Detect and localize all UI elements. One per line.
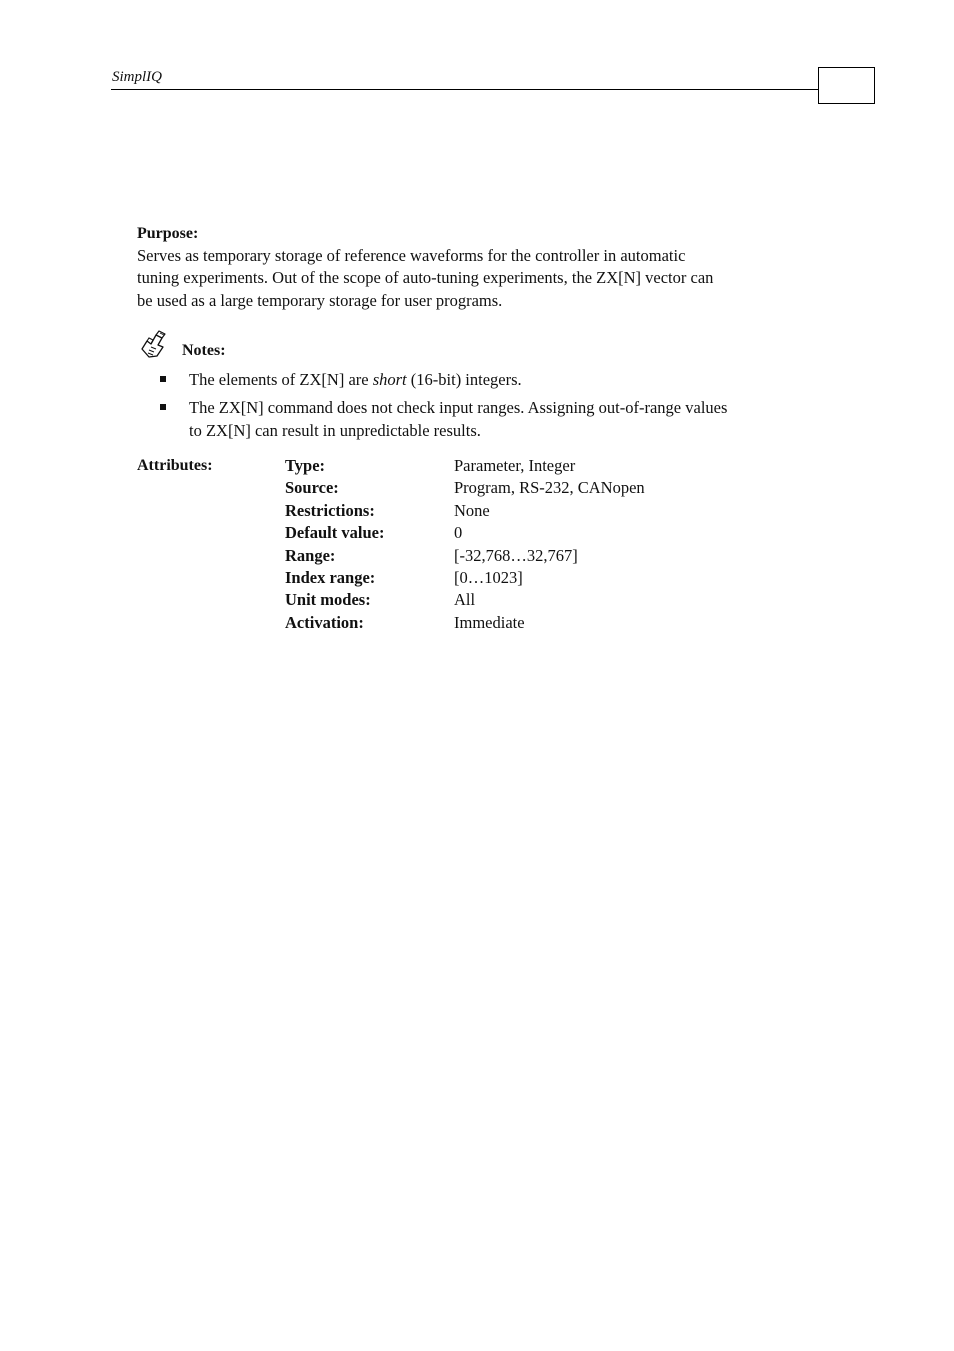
attribute-key: Activation:	[285, 612, 364, 632]
bullet-marker	[160, 376, 166, 382]
note-line: to ZX[N] can result in unpredictable results.	[189, 421, 481, 440]
attribute-key: Index range:	[285, 567, 376, 587]
attribute-key: Restrictions:	[285, 500, 375, 520]
attribute-key: Unit modes:	[285, 590, 371, 610]
attribute-row	[285, 500, 645, 522]
note-line: The ZX[N] command does not check input ranges. Assigning out-of-range values	[189, 398, 728, 417]
note-hand-icon	[138, 329, 170, 361]
purpose-heading: Purpose:	[137, 225, 199, 242]
purpose-line: Serves as temporary storage of reference waveforms for the controller in automatic	[137, 246, 686, 265]
attribute-key: Default value:	[285, 523, 385, 543]
purpose-line: be used as a large temporary storage for user programs.	[137, 290, 503, 310]
attribute-row	[285, 589, 645, 611]
attribute-row	[285, 455, 645, 477]
attribute-row	[285, 522, 645, 544]
note-text: (16-bit) integers.	[406, 370, 522, 389]
attribute-value: Immediate	[454, 612, 525, 632]
attribute-row	[285, 477, 645, 499]
note-item-2	[189, 396, 819, 442]
purpose-text	[137, 245, 817, 312]
attributes-table	[285, 455, 645, 634]
attribute-row	[285, 612, 645, 634]
attribute-value: [-32,768…32,767]	[454, 545, 578, 565]
attribute-value: All	[454, 590, 476, 610]
header-divider	[111, 89, 819, 90]
note-text: The elements of ZX[N] are	[189, 370, 373, 389]
note-item-1	[189, 368, 819, 391]
attribute-value: Program, RS-232, CANopen	[454, 478, 645, 498]
attribute-key: Type:	[285, 456, 326, 475]
attribute-row	[285, 567, 645, 589]
notes-heading: Notes:	[182, 342, 226, 359]
attribute-value: None	[454, 500, 490, 520]
bullet-marker	[160, 404, 166, 410]
page-number-box	[818, 67, 875, 104]
note-emphasis: short	[372, 370, 407, 389]
attribute-value: Parameter, Integer	[454, 456, 576, 475]
attribute-row	[285, 545, 645, 567]
attribute-value: 0	[454, 523, 463, 543]
attributes-label: Attributes:	[137, 457, 213, 474]
attribute-value: [0…1023]	[454, 567, 523, 587]
header-title: SimplIQ	[112, 69, 162, 85]
purpose-line: tuning experiments. Out of the scope of auto-tuning experiments, the ZX[N] vector can	[137, 268, 714, 288]
attribute-key: Source:	[285, 478, 339, 498]
attribute-key: Range:	[285, 545, 336, 565]
